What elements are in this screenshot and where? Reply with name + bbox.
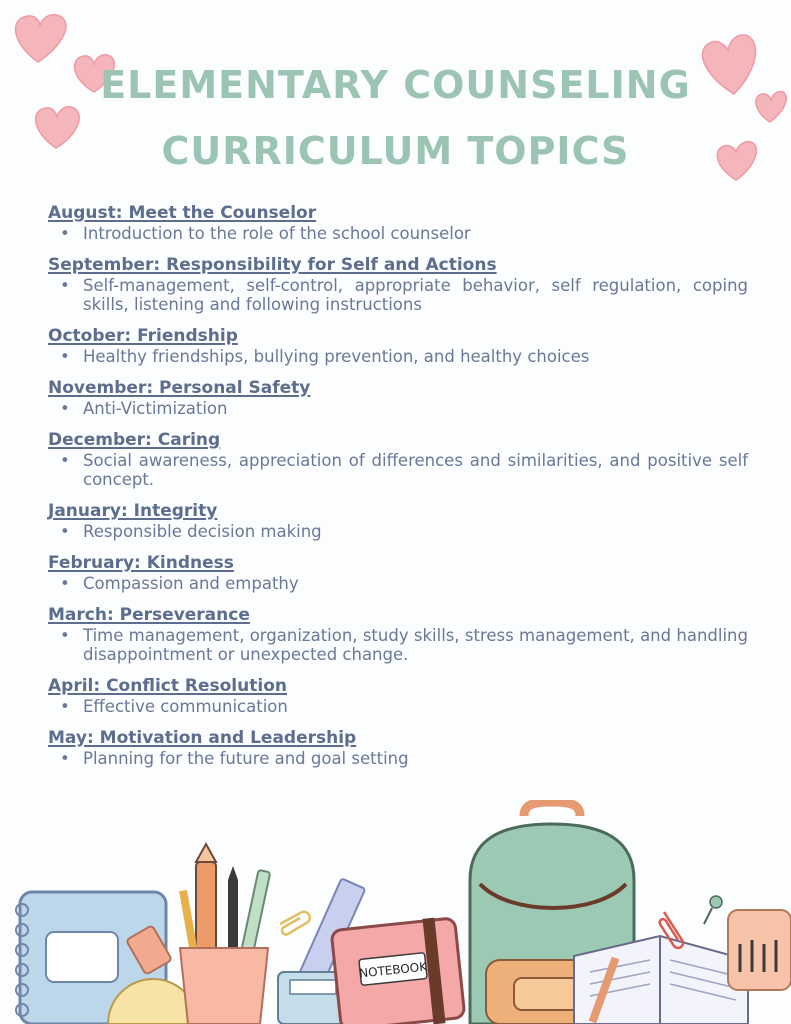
topic-heading: August: Meet the Counselor — [48, 203, 317, 223]
topic-heading: February: Kindness — [48, 553, 234, 573]
topic-bullet: • Effective communication — [48, 697, 748, 716]
topic-bullet: • Healthy friendships, bullying prevention, and healthy choices — [48, 347, 748, 366]
topic-heading: November: Personal Safety — [48, 378, 311, 398]
paperclip-icon — [280, 912, 310, 935]
pushpin-icon — [704, 896, 722, 924]
topic-list — [48, 203, 748, 780]
page-title — [0, 52, 791, 184]
topic-bullet: • Time management, organization, study skills, stress management, and handling disappointment or unexpected change. — [48, 626, 748, 664]
topic-bullet: • Social awareness, appreciation of differences and similarities, and positive self concept. — [48, 451, 748, 489]
topic-item — [48, 676, 748, 716]
topic-bullet: • Introduction to the role of the school counselor — [48, 224, 748, 243]
topic-heading: January: Integrity — [48, 501, 218, 521]
school-supplies-illustration — [0, 800, 791, 1024]
topic-heading: December: Caring — [48, 430, 221, 450]
topic-heading: April: Conflict Resolution — [48, 676, 287, 696]
topic-heading: May: Motivation and Leadership — [48, 728, 357, 748]
notebook-label: NOTEBOOK — [358, 959, 428, 981]
title-line-2: CURRICULUM TOPICS — [161, 129, 630, 173]
topic-item — [48, 501, 748, 541]
topic-item — [48, 326, 748, 366]
topic-bullet: • Planning for the future and goal setting — [48, 749, 748, 768]
pencil-cup-icon — [179, 844, 270, 1024]
topic-item — [48, 553, 748, 593]
topic-heading: March: Perseverance — [48, 605, 250, 625]
open-book-icon — [574, 936, 748, 1024]
topic-item — [48, 430, 748, 489]
topic-item — [48, 728, 748, 768]
topic-item — [48, 255, 748, 314]
pink-notebook-icon — [331, 918, 465, 1024]
topic-item — [48, 605, 748, 664]
topic-bullet: • Self-management, self-control, appropriate behavior, self regulation, coping skills, listening and following instructions — [48, 276, 748, 314]
pencil-box-icon — [728, 910, 791, 990]
topic-item — [48, 378, 748, 418]
topic-bullet: • Compassion and empathy — [48, 574, 748, 593]
topic-item — [48, 203, 748, 243]
topic-heading: October: Friendship — [48, 326, 238, 346]
topic-heading: September: Responsibility for Self and Actions — [48, 255, 497, 275]
topic-bullet: • Anti-Victimization — [48, 399, 748, 418]
topic-bullet: • Responsible decision making — [48, 522, 748, 541]
title-line-1: ELEMENTARY COUNSELING — [100, 63, 691, 107]
